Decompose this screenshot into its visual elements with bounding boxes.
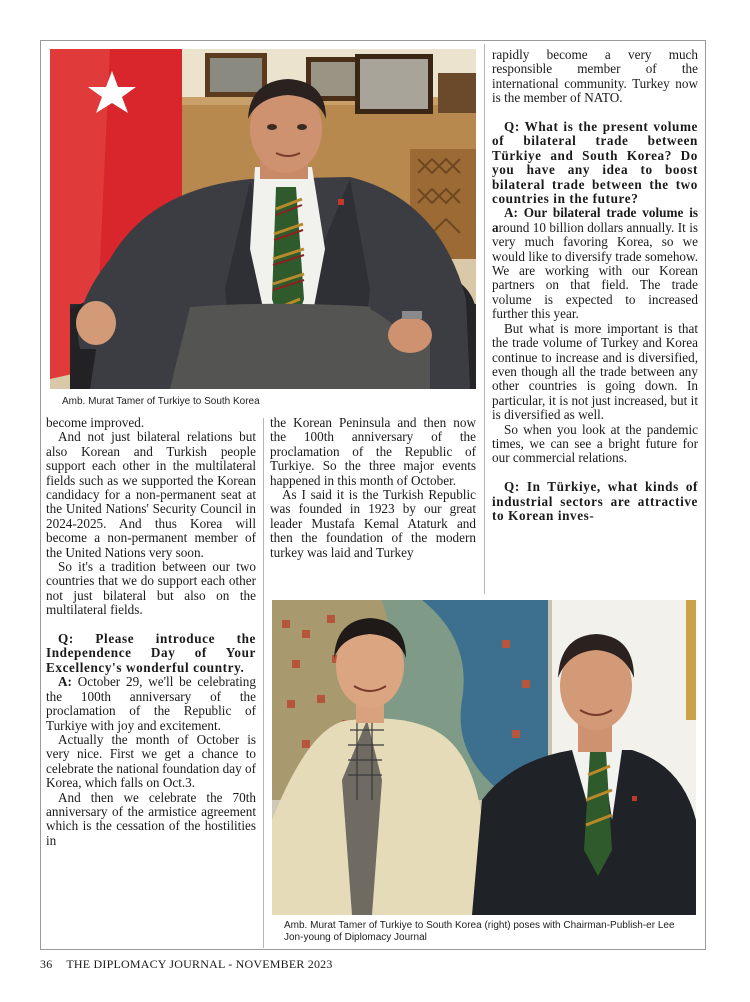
article-column-2 — [270, 416, 476, 560]
ambassador-photo — [50, 49, 476, 389]
page-footer — [40, 957, 347, 972]
answer-text: round 10 billion dollars annually. It is very much favoring Korea, so we would like to diversify trade somehow. We are working with our Korean partners on that field. The trade volume is expected to increased further this year. — [492, 219, 698, 322]
paragraph: Actually the month of October is very nice. First we get a chance to celebrate the national foundation day of Korea, which falls on Oct.3. — [46, 731, 256, 791]
paragraph: So it's a tradition between our two countries that we do support each other not just bilateral but also on the multilateral fields. — [46, 559, 256, 618]
paragraph: become improved. — [46, 415, 145, 430]
photo-bottom-caption: Amb. Murat Tamer of Turkiye to South Korea (right) poses with Chairman-Publish-er Lee Jon-young of Diplomacy Journal — [284, 920, 675, 943]
publication-name: THE DIPLOMACY JOURNAL - NOVEMBER 2023 — [66, 957, 333, 971]
interview-answer — [46, 675, 256, 733]
paragraph: But what is more important is that the trade volume of Turkey and Korea continue to increase and is diversified, even though all the trade between any other countries is going down. In particular, it is not just increased, but it is diversified as well. — [492, 320, 698, 423]
answer-label: A: Our bilateral trade volume is a — [492, 205, 698, 235]
spacer — [46, 618, 256, 632]
page-number: 36 — [40, 957, 53, 971]
interview-question: Q: Please introduce the Independence Day of Your Excellency's wonderful country. — [46, 631, 256, 675]
paragraph: So when you look at the pandemic times, we can see a bright future for our commercial relations. — [492, 421, 698, 466]
column-rule — [484, 44, 485, 594]
paragraph: And then we celebrate the 70th anniversary of the armistice agreement which is the cessation of the hostilities in — [46, 789, 256, 848]
paragraph: rapidly become a very much responsible member of the international community. Turkey now is the member of NATO. — [492, 47, 698, 106]
column-rule — [263, 418, 264, 948]
paragraph: As I said it is the Turkish Republic was founded in 1923 by our great leader Mustafa Kemal Ataturk and then the foundation of the modern turkey was laid and Turkey — [270, 487, 476, 560]
answer-label: A: — [58, 674, 72, 690]
answer-text: October 29, we'll be celebrating the 100th anniversary of the proclamation of the Republic of Turkiye with joy and excitement. — [46, 674, 256, 733]
interview-question: Q: What is the present volume of bilateral trade between Türkiye and South Korea? Do you have any idea to boost bilateral trade between the two countries in the future? — [492, 119, 698, 207]
interview-question: Q: In Türkiye, what kinds of industrial sectors are attractive to Korean inves- — [492, 479, 698, 523]
paragraph: the Korean Peninsula and then now the 100th anniversary of the proclamation of the Republic of Turkiye. So the three major events happened in this month of October. — [270, 415, 476, 488]
photo-top-caption: Amb. Murat Tamer of Turkiye to South Korea — [62, 396, 260, 407]
spacer — [492, 106, 698, 120]
paragraph: And not just bilateral relations but also Korean and Turkish people support each other in the multilateral fields such as we supported the Korean candidacy for a non-permanent seat at the United Nations' Security Council in 2024-2025. And thus Korea will become a non-permanent member of the United Nations very soon. — [46, 429, 256, 560]
interview-answer — [492, 206, 698, 321]
article-column-1 — [46, 416, 256, 848]
article-column-3 — [492, 48, 698, 523]
meeting-photo — [272, 600, 696, 915]
spacer — [492, 466, 698, 480]
